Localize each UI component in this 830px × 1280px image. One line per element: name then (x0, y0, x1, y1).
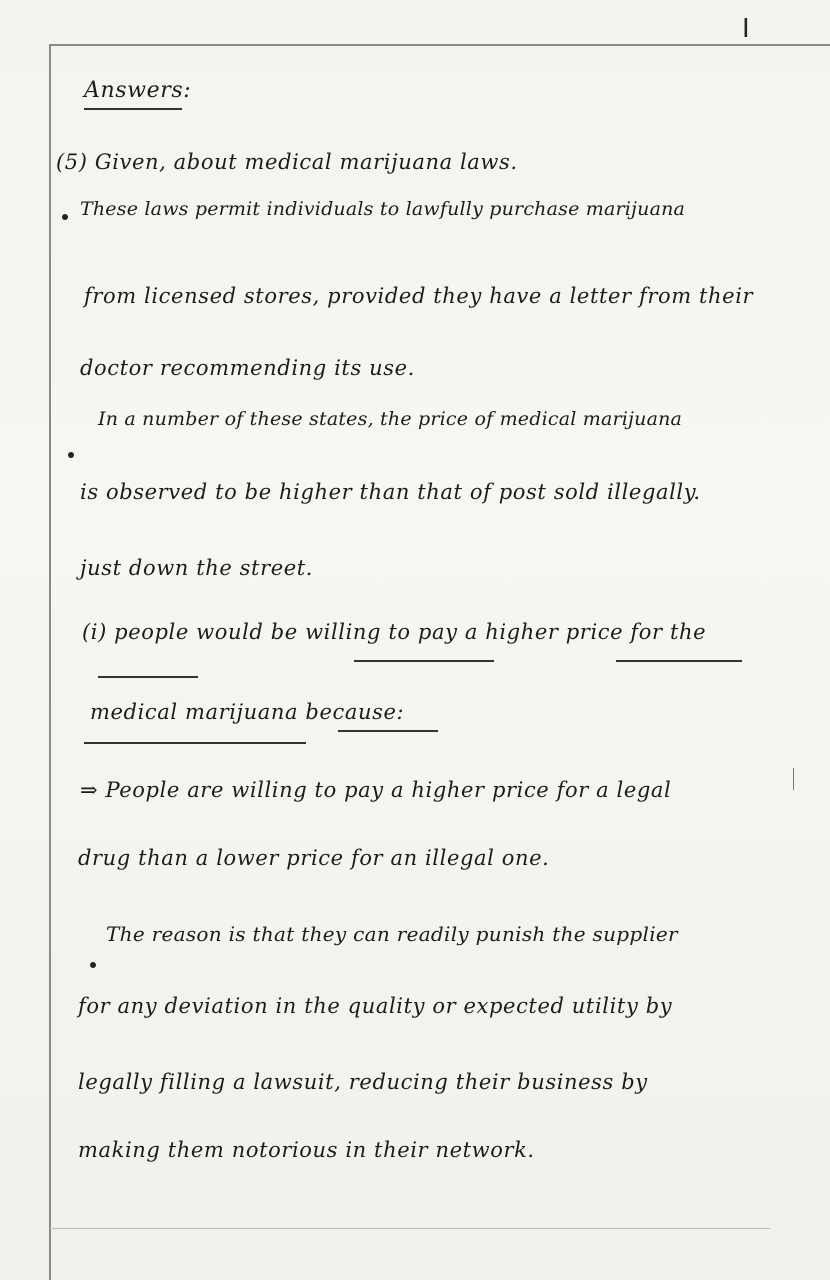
underline (98, 676, 198, 678)
bottom-margin-line (50, 1228, 770, 1229)
margin-tick (793, 768, 794, 790)
answers-heading: Answers: (84, 78, 192, 103)
top-margin-line (50, 44, 830, 46)
answer-line: ⇒ People are willing to pay a higher price for a legal (80, 778, 672, 802)
underline (616, 660, 742, 662)
bullet-point (62, 214, 68, 220)
heading-underline (84, 108, 182, 110)
bullet-point (68, 452, 74, 458)
text-line: drug than a lower price for an illegal one. (78, 846, 550, 870)
text-line: making them notorious in their network. (78, 1138, 535, 1162)
text-line: is observed to be higher than that of post sold illegally. (80, 480, 701, 504)
bullet-point (90, 962, 96, 968)
question-intro-line: (5) Given, about medical marijuana laws. (56, 150, 518, 174)
sub-question-line: (i) people would be willing to pay a higher price for the (82, 620, 707, 644)
text-line: The reason is that they can readily punish the supplier (106, 922, 678, 946)
text-line: just down the street. (80, 556, 314, 580)
page-mark: I (742, 14, 750, 44)
text-line: from licensed stores, provided they have a letter from their (84, 284, 754, 308)
text-line: In a number of these states, the price of medical marijuana (98, 408, 683, 430)
text-line: for any deviation in the quality or expected utility by (78, 994, 673, 1018)
left-margin-line (49, 44, 51, 1280)
text-line: legally filling a lawsuit, reducing their business by (78, 1070, 648, 1094)
underline (354, 660, 494, 662)
text-line: These laws permit individuals to lawfully purchase marijuana (80, 198, 686, 220)
sub-question-line: medical marijuana because: (90, 700, 405, 724)
underline (84, 742, 306, 744)
text-line: doctor recommending its use. (80, 356, 415, 380)
underline (338, 730, 438, 732)
